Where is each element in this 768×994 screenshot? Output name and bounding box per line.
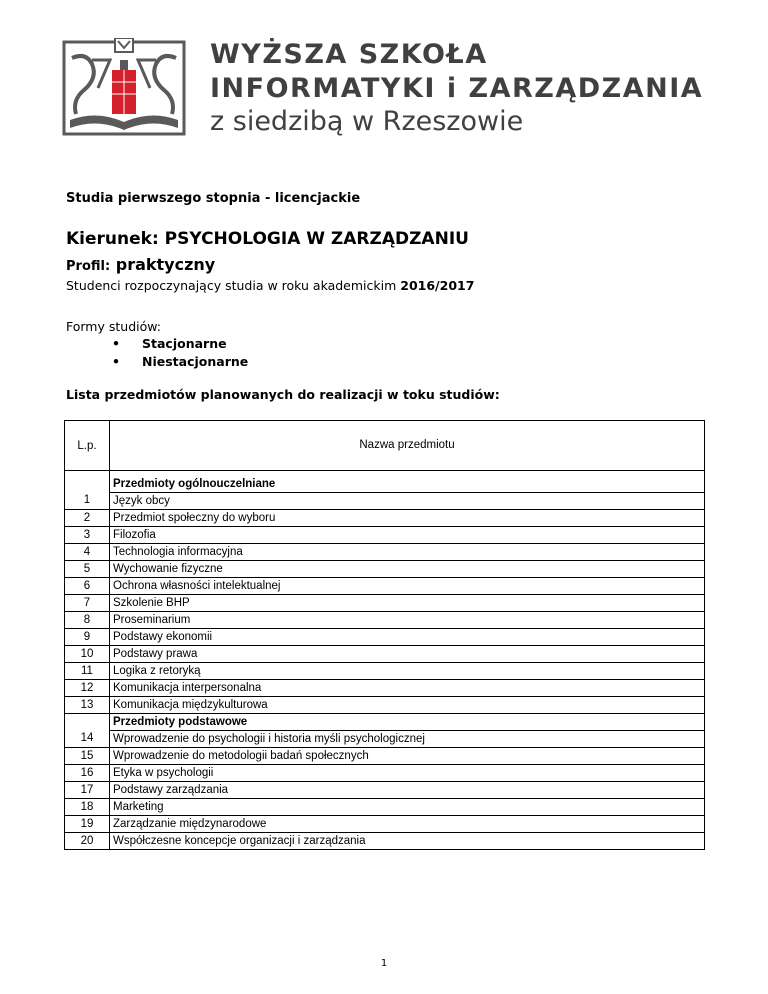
- table-row: [65, 697, 705, 714]
- table-row: [65, 595, 705, 612]
- row-subject-name: Wprowadzenie do psychologii i historia myśli psychologicznej: [110, 731, 705, 748]
- row-lp: 14: [65, 731, 110, 748]
- university-name-line1: WYŻSZA SZKOŁA: [210, 39, 488, 70]
- table-row: [65, 493, 705, 510]
- row-subject-name: Język obcy: [110, 493, 705, 510]
- section-title: Przedmioty podstawowe: [110, 714, 705, 731]
- study-form-item: • Niestacjonarne: [112, 353, 248, 371]
- table-row: [65, 561, 705, 578]
- table-row: [65, 663, 705, 680]
- row-lp: 13: [65, 697, 110, 714]
- row-lp: 18: [65, 799, 110, 816]
- row-lp: 17: [65, 782, 110, 799]
- table-row: [65, 646, 705, 663]
- study-forms-label: Formy studiów:: [66, 319, 162, 334]
- row-subject-name: Komunikacja interpersonalna: [110, 680, 705, 697]
- table-body: [65, 471, 705, 850]
- row-subject-name: Technologia informacyjna: [110, 544, 705, 561]
- row-subject-name: Wprowadzenie do metodologii badań społecznych: [110, 748, 705, 765]
- field-of-study: Kierunek: PSYCHOLOGIA W ZARZĄDZANIU: [66, 229, 469, 249]
- row-subject-name: Zarządzanie międzynarodowe: [110, 816, 705, 833]
- profile-label: Profil:: [66, 259, 111, 274]
- row-subject-name: Etyka w psychologii: [110, 765, 705, 782]
- table-row: [65, 629, 705, 646]
- table-row: [65, 680, 705, 697]
- study-level: Studia pierwszego stopnia - licencjackie: [66, 191, 361, 206]
- table-row: [65, 731, 705, 748]
- row-subject-name: Szkolenie BHP: [110, 595, 705, 612]
- row-lp: 6: [65, 578, 110, 595]
- academic-year: 2016/2017: [400, 278, 475, 293]
- row-subject-name: Proseminarium: [110, 612, 705, 629]
- row-lp: 7: [65, 595, 110, 612]
- table-row: [65, 782, 705, 799]
- row-subject-name: Podstawy ekonomii: [110, 629, 705, 646]
- row-lp: 10: [65, 646, 110, 663]
- section-lp-cell: [65, 714, 110, 731]
- table-row: [65, 510, 705, 527]
- row-lp: 8: [65, 612, 110, 629]
- row-subject-name: Podstawy prawa: [110, 646, 705, 663]
- table-header-row: [65, 421, 705, 471]
- column-header-lp: L.p.: [65, 421, 110, 471]
- subjects-table: [64, 420, 705, 850]
- row-lp: 11: [65, 663, 110, 680]
- table-section-row: [65, 471, 705, 493]
- table-row: [65, 748, 705, 765]
- section-title: Przedmioty ogólnouczelniane: [110, 471, 705, 493]
- row-lp: 1: [65, 493, 110, 510]
- students-text: Studenci rozpoczynający studia w roku akademickim: [66, 278, 397, 293]
- table-row: [65, 816, 705, 833]
- page-number: 1: [380, 958, 388, 969]
- row-lp: 16: [65, 765, 110, 782]
- profile: [66, 255, 215, 274]
- university-name: [210, 38, 703, 138]
- university-logo-icon: [62, 38, 188, 138]
- column-header-name: Nazwa przedmiotu: [110, 421, 705, 471]
- table-row: [65, 578, 705, 595]
- table-row: [65, 833, 705, 850]
- row-lp: 4: [65, 544, 110, 561]
- row-subject-name: Wychowanie fizyczne: [110, 561, 705, 578]
- row-lp: 9: [65, 629, 110, 646]
- row-subject-name: Przedmiot społeczny do wyboru: [110, 510, 705, 527]
- row-lp: 19: [65, 816, 110, 833]
- row-lp: 3: [65, 527, 110, 544]
- row-subject-name: Ochrona własności intelektualnej: [110, 578, 705, 595]
- table-row: [65, 527, 705, 544]
- table-section-row: [65, 714, 705, 731]
- row-subject-name: Filozofia: [110, 527, 705, 544]
- table-row: [65, 799, 705, 816]
- profile-value: praktyczny: [115, 255, 216, 274]
- row-lp: 5: [65, 561, 110, 578]
- table-row: [65, 612, 705, 629]
- row-subject-name: Marketing: [110, 799, 705, 816]
- study-form-item: • Stacjonarne: [112, 335, 248, 353]
- subjects-list-title: Lista przedmiotów planowanych do realizacji w toku studiów:: [66, 387, 500, 402]
- row-lp: 20: [65, 833, 110, 850]
- study-forms-list: [112, 335, 248, 371]
- table-row: [65, 765, 705, 782]
- section-lp-cell: [65, 471, 110, 493]
- row-lp: 15: [65, 748, 110, 765]
- row-lp: 12: [65, 680, 110, 697]
- row-lp: 2: [65, 510, 110, 527]
- students-info: [66, 278, 474, 293]
- university-name-line3: z siedzibą w Rzeszowie: [210, 106, 524, 137]
- row-subject-name: Logika z retoryką: [110, 663, 705, 680]
- row-subject-name: Współczesne koncepcje organizacji i zarządzania: [110, 833, 705, 850]
- table-row: [65, 544, 705, 561]
- university-name-line2: INFORMATYKI i ZARZĄDZANIA: [210, 73, 704, 104]
- row-subject-name: Komunikacja międzykulturowa: [110, 697, 705, 714]
- row-subject-name: Podstawy zarządzania: [110, 782, 705, 799]
